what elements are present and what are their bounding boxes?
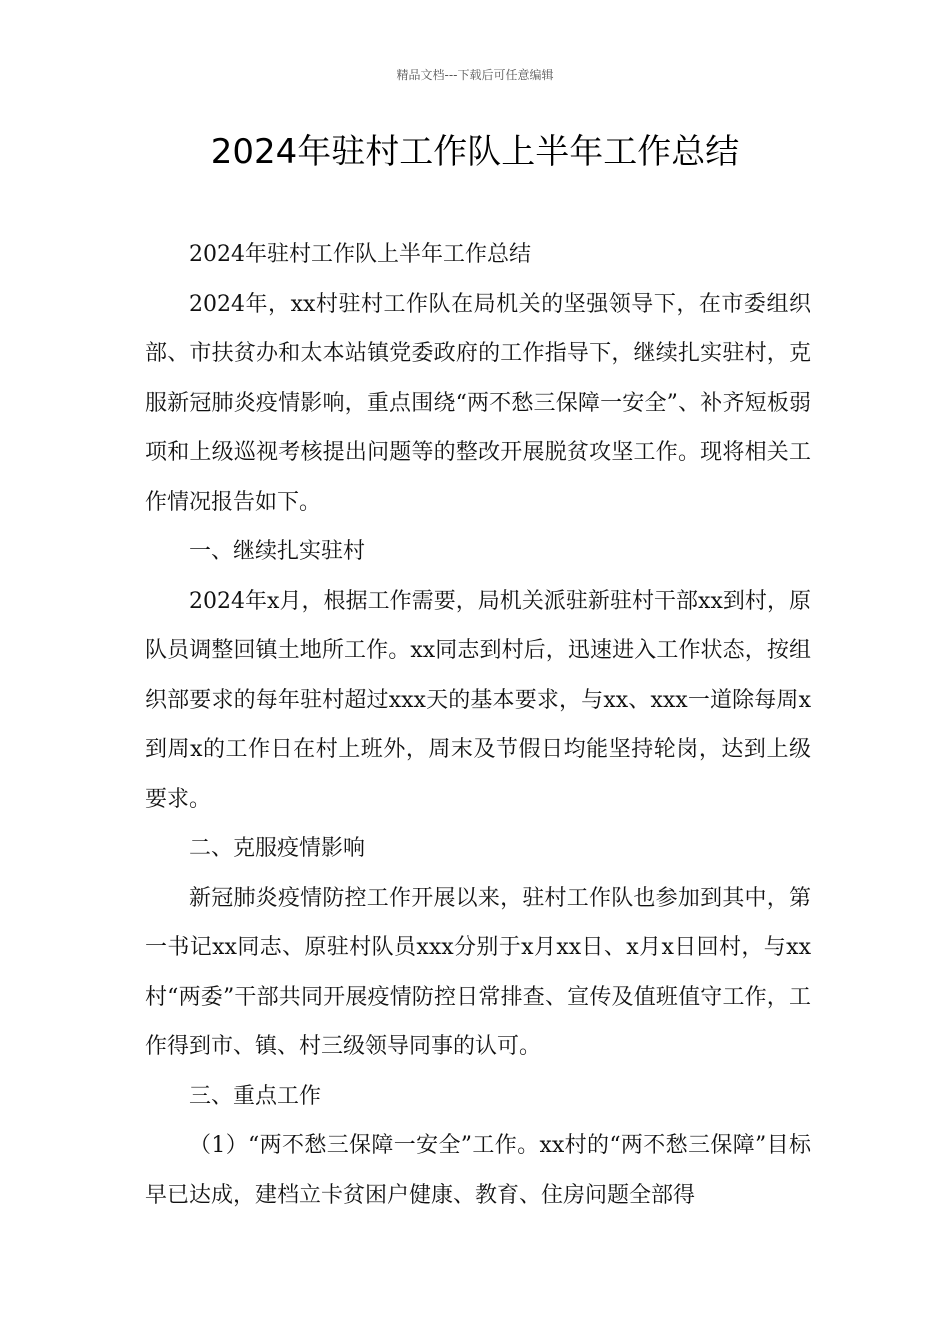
section-2-paragraph: 新冠肺炎疫情防控工作开展以来，驻村工作队也参加到其中，第一书记xx同志、原驻村队员xxx分别于x月xx日、x月x日回村，与xx村“两委”干部共同开展疫情防控日常排查、宣传及值班值守工作，工作得到市、镇、村三级领导同事的认可。 [145,885,811,1059]
section-heading-3: 三、重点工作 [189,1083,322,1109]
intro-paragraph: 2024年，xx村驻村工作队在局机关的坚强领导下，在市委组织部、市扶贫办和太本站镇党委政府的工作指导下，继续扎实驻村，克服新冠肺炎疫情影响，重点围绕“两不愁三保障一安全”、补齐短板弱项和上级巡视考核提出问题等的整改开展脱贫攻坚工作。现将相关工作情况报告如下。 [145,291,811,515]
subtitle-paragraph: 2024年驻村工作队上半年工作总结 [189,242,531,267]
document-body [145,230,811,1220]
page-header-note: 精品文档---下载后可任意编辑 [396,68,554,82]
section-heading-1: 一、继续扎实驻村 [189,539,366,564]
section-3-paragraph: （1）“两不愁三保障一安全”工作。xx村的“两不愁三保障”目标早已达成，建档立卡贫困户健康、教育、住房问题全部得 [145,1133,811,1208]
section-heading-2: 二、克服疫情影响 [189,836,366,861]
section-1-paragraph: 2024年x月，根据工作需要，局机关派驻新驻村干部xx到村，原队员调整回镇土地所工作。xx同志到村后，迅速进入工作状态，按组织部要求的每年驻村超过xxx天的基本要求，与xx、xxx一道除每周x到周x的工作日在村上班外，周末及节假日均能坚持轮岗，达到上级要求。 [145,588,811,812]
document-title: 2024年驻村工作队上半年工作总结 [210,132,740,172]
